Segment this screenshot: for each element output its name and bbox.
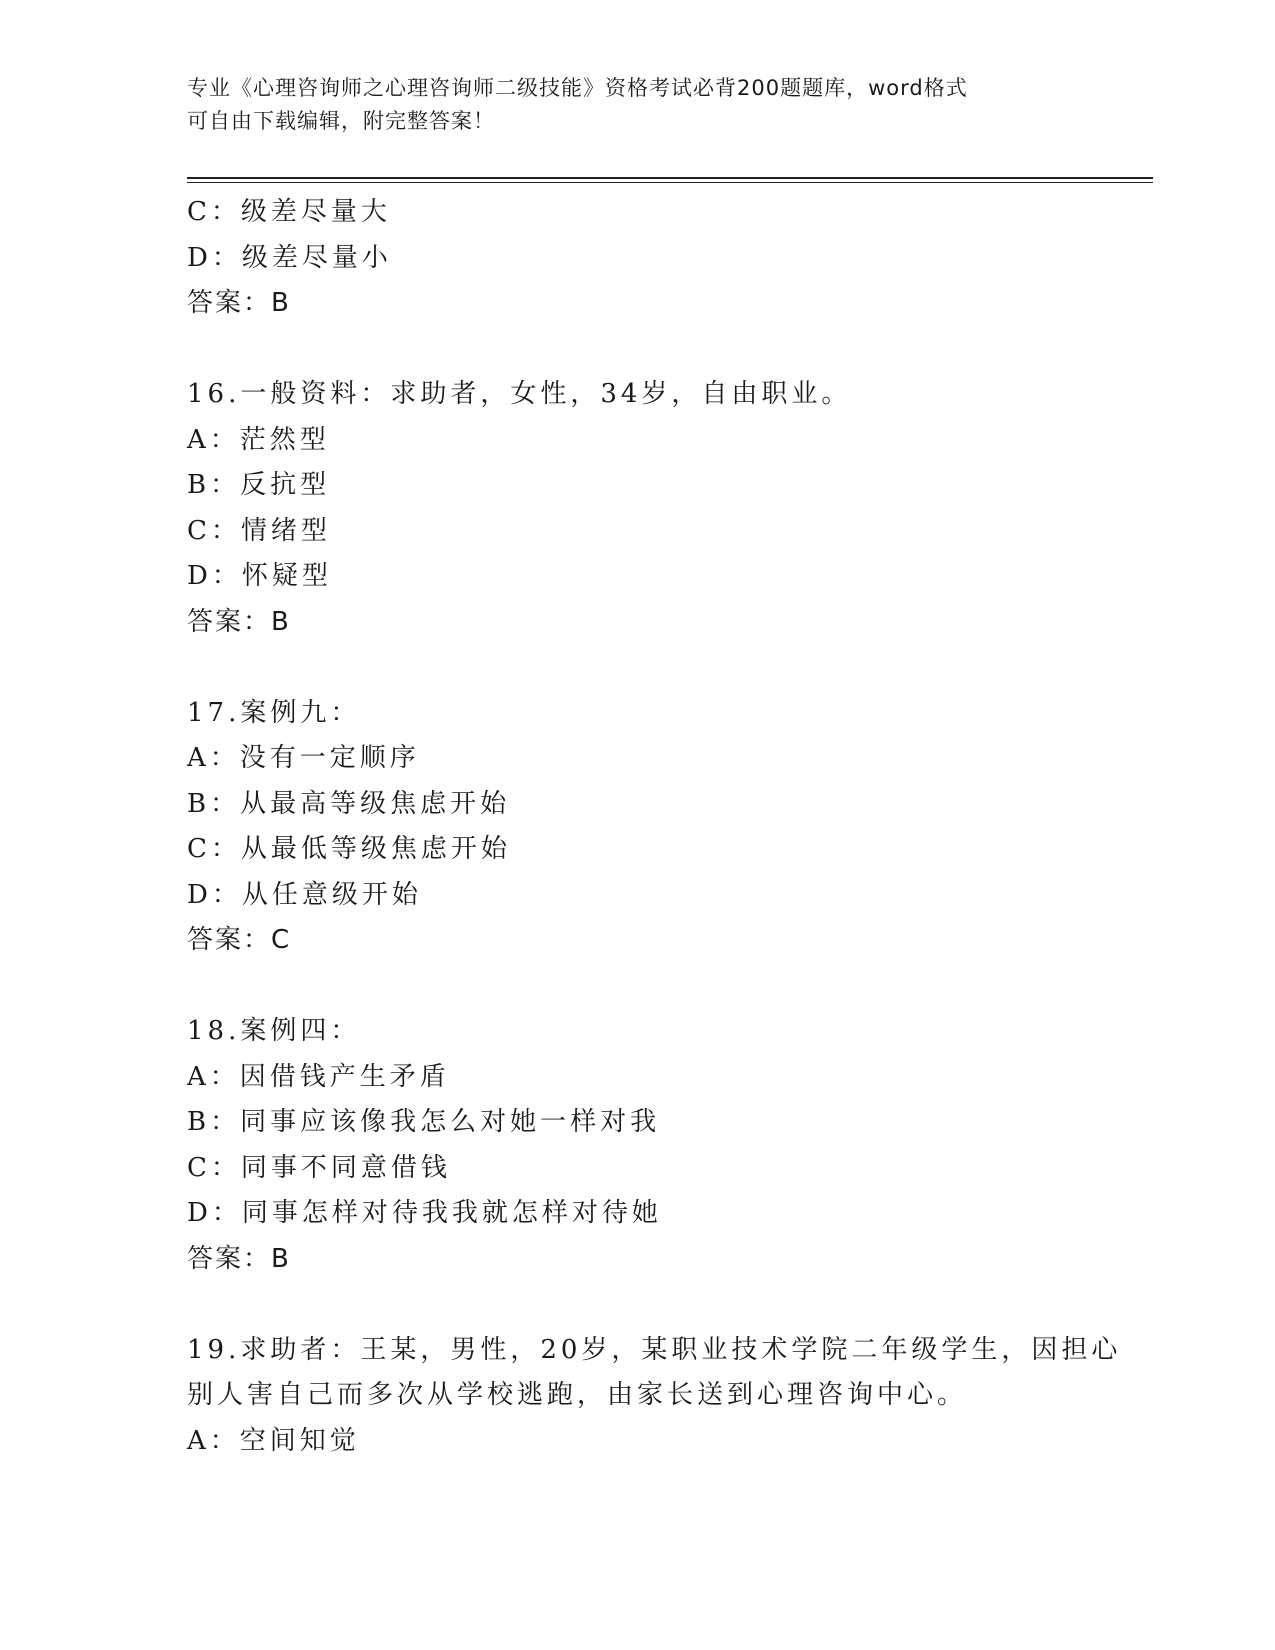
option-c: C：从最低等级焦虑开始 xyxy=(187,834,511,864)
option-d: D：怀疑型 xyxy=(187,561,332,591)
question-stem-line-2: 别人害自己而多次从学校逃跑，由家长送到心理咨询中心。 xyxy=(187,1380,968,1410)
option-d: D：同事怎样对待我我就怎样对待她 xyxy=(187,1198,662,1228)
header-title-line-2: 可自由下载编辑，附完整答案！ xyxy=(187,109,495,133)
option-a: A：没有一定顺序 xyxy=(187,743,420,773)
question-19 xyxy=(187,1328,1122,1465)
option-b: B：从最高等级焦虑开始 xyxy=(187,788,511,819)
question-stem-line-1: 19.求助者：王某，男性，20岁，某职业技术学院二年级学生，因担心 xyxy=(187,1334,1122,1365)
header-title-line-1: 专业《心理咨询师之心理咨询师二级技能》资格考试必背200题题库，word格式 xyxy=(187,76,968,100)
option-a: A：空间知觉 xyxy=(187,1425,360,1456)
spacer xyxy=(187,645,1107,691)
option-a: A：因借钱产生矛盾 xyxy=(187,1061,450,1092)
header-divider-thick xyxy=(187,177,1153,179)
question-15-continued xyxy=(187,190,1107,327)
question-17 xyxy=(187,691,1107,964)
option-b: B：反抗型 xyxy=(187,470,331,500)
spacer xyxy=(187,327,1107,373)
spacer xyxy=(187,1282,1107,1328)
answer-line: 答案：B xyxy=(187,1243,291,1274)
question-16 xyxy=(187,372,1107,645)
question-stem: 16.一般资料：求助者，女性，34岁，自由职业。 xyxy=(187,379,852,409)
question-stem: 18.案例四： xyxy=(187,1016,361,1046)
answer-line: 答案：B xyxy=(187,288,291,318)
question-stem: 17.案例九： xyxy=(187,697,361,728)
document-header xyxy=(187,72,1087,138)
option-b: B：同事应该像我怎么对她一样对我 xyxy=(187,1107,661,1137)
option-c: C：级差尽量大 xyxy=(187,197,391,227)
option-d: D：从任意级开始 xyxy=(187,879,422,910)
option-d: D：级差尽量小 xyxy=(187,242,392,273)
option-c: C：同事不同意借钱 xyxy=(187,1152,451,1183)
question-18 xyxy=(187,1009,1107,1282)
option-c: C：情绪型 xyxy=(187,515,331,546)
header-divider-thin xyxy=(187,182,1153,183)
answer-line: 答案：C xyxy=(187,925,292,955)
question-content xyxy=(187,190,1122,1464)
answer-line: 答案：B xyxy=(187,606,291,637)
option-a: A：茫然型 xyxy=(187,424,330,455)
spacer xyxy=(187,964,1107,1010)
